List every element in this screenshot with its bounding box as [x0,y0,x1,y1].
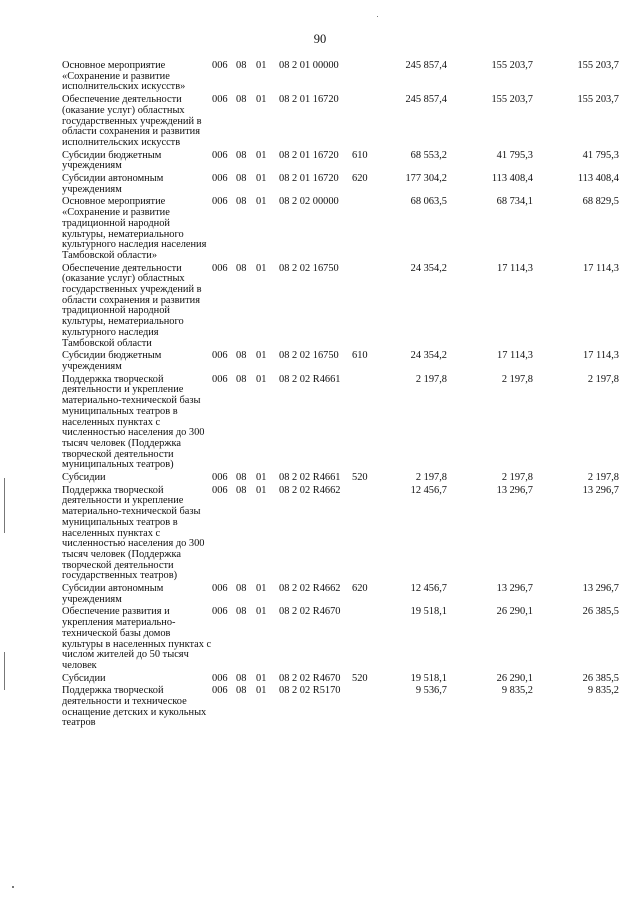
section-code: 08 [236,350,247,362]
ministry-code: 006 [212,472,228,484]
row-name: Поддержка творческой деятельности и укрепление материально-технической базы муниципальных театров в населенных пунктах с численностью населения до 300 тысяч человек (Поддержка творческой деятельности муниципальных театров) [62,373,205,471]
amount-year-2: 68 734,1 [496,196,533,208]
amount-year-3: 13 296,7 [582,484,619,496]
ministry-code: 006 [212,484,228,496]
amount-year-1: 2 197,8 [415,472,447,484]
target-article-code: 08 2 02 16750 [279,262,339,274]
amount-year-2: 13 296,7 [496,484,533,496]
subsection-code: 01 [256,262,267,274]
amount-year-2: 26 290,1 [496,606,533,618]
table-row [0,351,640,372]
amount-year-2: 41 795,3 [496,149,533,161]
row-name: Субсидии автономным учреждениям [62,173,164,195]
row-name: Основное мероприятие «Сохранение и развитие традиционной народной культуры, нематериального культурного наследия населения Тамбовской области» [62,196,207,261]
table-row [0,61,640,93]
target-article-code: 08 2 01 00000 [279,60,339,71]
ministry-code: 006 [212,149,228,161]
amount-year-3: 9 835,2 [587,685,619,697]
target-article-code: 08 2 02 00000 [279,196,339,208]
section-code: 08 [236,60,247,71]
amount-year-3: 41 795,3 [582,149,619,161]
amount-year-3: 155 203,7 [577,60,619,71]
amount-year-1: 12 456,7 [410,484,447,496]
scan-dot [377,16,378,17]
ministry-code: 006 [212,672,228,684]
ministry-code: 006 [212,606,228,618]
section-code: 08 [236,196,247,208]
expense-type-code: 620 [352,583,368,595]
table-row [0,264,640,350]
amount-year-3: 17 114,3 [583,262,619,274]
amount-year-2: 17 114,3 [497,350,533,362]
section-code: 08 [236,672,247,684]
amount-year-3: 68 829,5 [582,196,619,208]
target-article-code: 08 2 01 16720 [279,173,339,185]
amount-year-1: 9 536,7 [415,685,447,697]
table-row [0,151,640,172]
subsection-code: 01 [256,350,267,362]
section-code: 08 [236,583,247,595]
subsection-code: 01 [256,583,267,595]
amount-year-2: 113 408,4 [491,173,533,185]
amount-year-1: 24 354,2 [410,350,447,362]
expense-type-code: 520 [352,472,368,484]
amount-year-1: 245 857,4 [405,60,447,71]
amount-year-3: 26 385,5 [582,606,619,618]
subsection-code: 01 [256,685,267,697]
amount-year-3: 17 114,3 [583,350,619,362]
amount-year-3: 113 408,4 [577,173,619,185]
subsection-code: 01 [256,149,267,161]
amount-year-2: 2 197,8 [501,373,533,385]
subsection-code: 01 [256,373,267,385]
amount-year-2: 155 203,7 [491,60,533,71]
row-name: Субсидии бюджетным учреждениям [62,350,162,372]
table-row [0,174,640,195]
amount-year-1: 24 354,2 [410,262,447,274]
subsection-code: 01 [256,672,267,684]
section-code: 08 [236,94,247,106]
expense-type-code: 610 [352,350,368,362]
ministry-code: 006 [212,583,228,595]
ministry-code: 006 [212,262,228,274]
table-row [0,686,640,729]
subsection-code: 01 [256,173,267,185]
subsection-code: 01 [256,606,267,618]
row-name: Обеспечение деятельности (оказание услуг) областных государственных учреждений в области сохранения и развития традиционной народной культуры, нематериального культурного наследия Тамбовской области [62,262,202,349]
amount-year-2: 155 203,7 [491,94,533,106]
subsection-code: 01 [256,94,267,106]
table-row [0,197,640,261]
target-article-code: 08 2 01 16720 [279,94,339,106]
amount-year-2: 17 114,3 [497,262,533,274]
target-article-code: 08 2 02 R4670 [279,606,341,618]
amount-year-3: 155 203,7 [577,94,619,106]
amount-year-2: 13 296,7 [496,583,533,595]
ministry-code: 006 [212,373,228,385]
section-code: 08 [236,484,247,496]
scan-margin-mark [4,478,5,533]
subsection-code: 01 [256,484,267,496]
amount-year-1: 12 456,7 [410,583,447,595]
table-row [0,674,640,685]
expense-type-code: 620 [352,173,368,185]
row-name: Субсидии автономным учреждениям [62,583,164,605]
amount-year-1: 177 304,2 [405,173,447,185]
section-code: 08 [236,373,247,385]
budget-table [0,61,640,731]
amount-year-1: 2 197,8 [415,373,447,385]
row-name: Поддержка творческой деятельности и техническое оснащение детских и кукольных театров [62,685,207,729]
subsection-code: 01 [256,60,267,71]
section-code: 08 [236,149,247,161]
scan-dot [12,886,14,888]
ministry-code: 006 [212,173,228,185]
amount-year-3: 2 197,8 [587,373,619,385]
table-row [0,375,640,471]
section-code: 08 [236,685,247,697]
row-name: Субсидии бюджетным учреждениям [62,149,162,172]
amount-year-1: 19 518,1 [410,606,447,618]
amount-year-1: 245 857,4 [405,94,447,106]
table-row [0,486,640,582]
table-row [0,473,640,484]
amount-year-1: 68 063,5 [410,196,447,208]
page-number: 90 [313,32,327,46]
ministry-code: 006 [212,685,228,697]
section-code: 08 [236,173,247,185]
target-article-code: 08 2 02 R4661 [279,472,341,484]
section-code: 08 [236,606,247,618]
ministry-code: 006 [212,350,228,362]
ministry-code: 006 [212,60,228,71]
table-row [0,95,640,149]
amount-year-1: 68 553,2 [410,149,447,161]
amount-year-2: 2 197,8 [501,472,533,484]
row-name: Обеспечение развития и укрепления материально-технической базы домов культуры в населенных пунктах с числом жителей до 50 тысяч человек [62,606,212,671]
target-article-code: 08 2 02 R4662 [279,583,341,595]
target-article-code: 08 2 02 R4661 [279,373,341,385]
amount-year-3: 2 197,8 [587,472,619,484]
target-article-code: 08 2 02 R5170 [279,685,341,697]
target-article-code: 08 2 01 16720 [279,149,339,161]
amount-year-2: 26 290,1 [496,672,533,684]
expense-type-code: 520 [352,672,368,684]
section-code: 08 [236,262,247,274]
target-article-code: 08 2 02 R4670 [279,672,341,684]
ministry-code: 006 [212,196,228,208]
expense-type-code: 610 [352,149,368,161]
row-name: Обеспечение деятельности (оказание услуг) областных государственных учреждений в области сохранения и развития исполнительских искусств [62,94,202,148]
subsection-code: 01 [256,472,267,484]
amount-year-3: 26 385,5 [582,672,619,684]
scan-margin-mark [4,652,5,690]
amount-year-1: 19 518,1 [410,672,447,684]
amount-year-3: 13 296,7 [582,583,619,595]
table-row [0,584,640,605]
section-code: 08 [236,472,247,484]
row-name: Субсидии [62,672,106,684]
amount-year-2: 9 835,2 [501,685,533,697]
row-name: Основное мероприятие «Сохранение и развитие исполнительских искусств» [62,60,186,93]
target-article-code: 08 2 02 R4662 [279,484,341,496]
row-name: Субсидии [62,472,106,484]
row-name: Поддержка творческой деятельности и укрепление материально-технической базы муниципальных театров в населенных пунктах с численностью населения до 300 тысяч человек (Поддержка творческой деятельности государственных театров) [62,484,205,582]
target-article-code: 08 2 02 16750 [279,350,339,362]
table-row [0,607,640,671]
ministry-code: 006 [212,94,228,106]
subsection-code: 01 [256,196,267,208]
